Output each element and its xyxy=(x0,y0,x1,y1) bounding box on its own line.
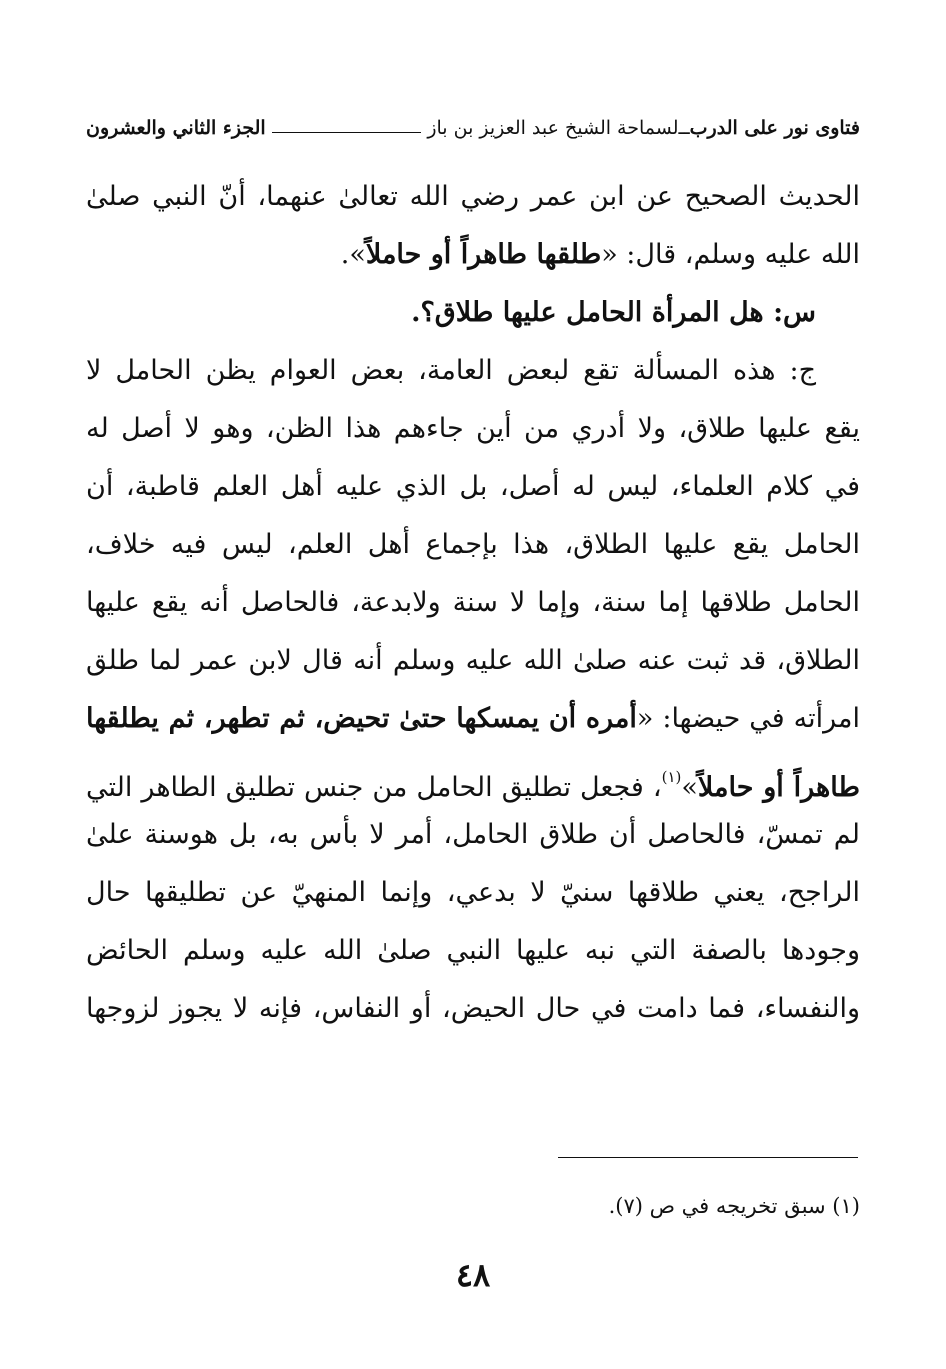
text-line: الطلاق، قد ثبت عنه صلىٰ الله عليه وسلم أنه قال لابن عمر لما طلق xyxy=(86,645,860,676)
text-span: امرأته في حيضها: « xyxy=(636,703,860,734)
hadith-quote-bold: طلقها طاهراً أو حاملاً xyxy=(365,239,602,270)
text-line: والنفساء، فما دامت في حال الحيض، أو النفاس، فإنه لا يجوز لزوجها xyxy=(86,993,860,1024)
text-line xyxy=(86,226,860,284)
footnote-separator-rule xyxy=(558,1157,858,1158)
text-line: الحامل يقع عليها الطلاق، هذا بإجماع أهل العلم، ليس فيه خلاف، xyxy=(86,529,860,560)
text-line: الحامل طلاقها إما سنة، وإما لا سنة ولابدعة، فالحاصل أنه يقع عليها xyxy=(86,587,860,618)
header-volume: الجزء الثاني والعشرون xyxy=(86,117,266,139)
text-line: لم تمسّ، فالحاصل أن طلاق الحامل، أمر لا بأس به، بل هوسنة علىٰ xyxy=(86,819,860,850)
page-number: ٤٨ xyxy=(455,1256,491,1294)
text-span: ، فجعل تطليق الحامل من جنس تطليق الطاهر التي xyxy=(86,772,662,803)
header-author: لسماحة الشيخ عبد العزيز بن باز xyxy=(427,117,679,139)
footnote-reference: (١) xyxy=(661,768,682,786)
text-line: وجودها بالصفة التي نبه عليها النبي صلىٰ الله عليه وسلم الحائض xyxy=(86,935,860,966)
text-line: في كلام العلماء، ليس له أصل، بل الذي عليه أهل العلم قاطبة، أن xyxy=(86,471,860,502)
text-line: الحديث الصحيح عن ابن عمر رضي الله تعالىٰ عنهما، أنّ النبي صلىٰ xyxy=(86,181,860,212)
text-span: ». xyxy=(340,239,366,270)
running-header xyxy=(86,108,860,148)
text-line: الراجح، يعني طلاقها سنيّ لا بدعي، وإنما المنهيّ عن تطليقها حال xyxy=(86,877,860,908)
header-separator: ــ xyxy=(678,117,690,139)
body-text xyxy=(86,168,860,1038)
hadith-quote-bold: أمره أن يمسكها حتىٰ تحيض، ثم تطهر، ثم يطلقها xyxy=(86,703,637,734)
text-line xyxy=(86,690,860,748)
text-line xyxy=(86,748,860,806)
hadith-quote-bold: طاهراً أو حاملاً xyxy=(697,772,860,803)
text-line: يقع عليها طلاق، ولا أدري من أين جاءهم هذا الظن، وهو لا أصل له xyxy=(86,413,860,444)
footnote: (١) سبق تخريجه في ص (٧). xyxy=(608,1194,860,1218)
text-line: ج: هذه المسألة تقع لبعض العامة، بعض العوام يظن الحامل لا xyxy=(86,355,816,386)
text-span: الله عليه وسلم، قال: « xyxy=(601,239,860,270)
header-dash-line xyxy=(272,132,422,133)
header-book-title: فتاوى نور على الدرب xyxy=(689,117,860,139)
quote-close: » xyxy=(681,772,698,803)
question-heading: س: هل المرأة الحامل عليها طلاق؟. xyxy=(411,297,816,328)
